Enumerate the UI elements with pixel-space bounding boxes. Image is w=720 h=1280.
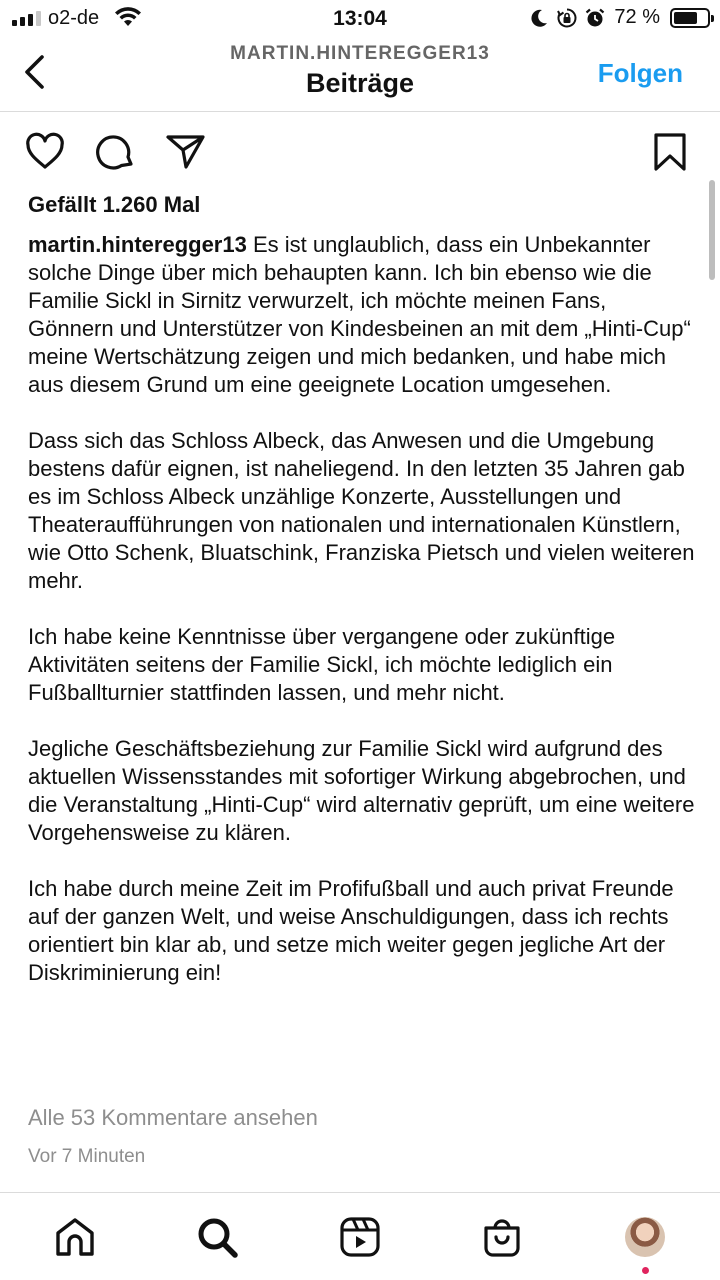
page-title: Beiträge [305,68,415,98]
alarm-icon [584,7,606,29]
reels-icon [338,1215,382,1259]
caption-text: Es ist unglaublich, dass ein Unbekannter solche Dinge über mich behaupten kann. Ich bin ebenso wie die Familie Sickl in Sirnitz verwurzelt, ich möchte meinen Fans, Gönnern und Unterstützer von Kindesbeinen an mit dem „Hinti-Cup“ meine Wertschätzung zeigen und mich bedanken, und habe mich aus diesem Grund um eine geeignete Location umgesehen. [28,232,691,397]
nav-reels[interactable] [336,1213,384,1261]
comment-icon [95,131,137,173]
share-button[interactable] [163,130,207,174]
heart-icon [24,131,66,173]
profile-avatar[interactable] [625,1217,665,1257]
header [0,38,720,112]
search-icon [195,1215,239,1259]
caption-paragraph: Dass sich das Schloss Albeck, das Anwesen und die Umgebung bestens dafür eignen, ist naheliegend. In den letzten 35 Jahren gab es im Schloss Albeck unzählige Konzerte, Ausstellungen und Theateraufführungen von nationalen und internationalen Künstlern, wie Otto Schenk, Bluatschink, Franziska Pietsch und vielen weiteren mehr. [28,428,695,593]
post-caption [28,231,698,987]
caption-paragraph: Jegliche Geschäftsbeziehung zur Familie Sickl wird aufgrund des aktuellen Wissensstandes mit sofortiger Wirkung abgebrochen, und die Veranstaltung „Hinti-Cup“ wird alternativ geprüft, um eine weitere Vorgehensweise zu klären. [28,736,695,845]
post-timestamp: Vor 7 Minuten [28,1146,146,1167]
header-username: MARTIN.HINTEREGGER13 [230,43,490,64]
status-bar [0,0,720,38]
nav-shop[interactable] [478,1213,526,1261]
carrier-name: o2-de [48,7,100,29]
save-button[interactable] [648,130,692,174]
view-comments-link[interactable]: Alle 53 Kommentare ansehen [28,1105,318,1130]
scrollbar[interactable] [709,180,715,280]
nav-home[interactable] [51,1213,99,1261]
caption-paragraph: Ich habe keine Kenntnisse über vergangene oder zukünftige Aktivitäten seitens der Familie Sickl, ich möchte lediglich ein Fußballturnier stattfinden lassen, und mehr nicht. [28,624,616,705]
share-icon [164,131,206,173]
caption-paragraph: Ich habe durch meine Zeit im Profifußball und auch privat Freunde auf der ganzen Welt, und weise Anschuldigungen, dass ich rechts orientiert bin klar ab, und setze mich weiter gegen jegliche Art der Diskriminierung ein! [28,876,674,985]
notification-dot [642,1267,649,1274]
bookmark-icon [649,131,691,173]
caption-author[interactable]: martin.hinteregger13 [28,232,247,257]
shop-icon [480,1215,524,1259]
bottom-nav [0,1192,720,1280]
like-count[interactable]: Gefällt 1.260 Mal [28,192,201,217]
status-time: 13:04 [333,7,387,30]
like-button[interactable] [23,130,67,174]
home-icon [53,1215,97,1259]
comment-button[interactable] [94,130,138,174]
battery-icon [670,8,710,28]
caption-paragraph [28,231,698,399]
nav-search[interactable] [193,1213,241,1261]
moon-icon [528,7,550,29]
post-actions [0,112,720,190]
battery-percent: 72 % [614,6,660,28]
follow-button[interactable]: Folgen [597,58,683,88]
orientation-lock-icon [556,7,578,29]
